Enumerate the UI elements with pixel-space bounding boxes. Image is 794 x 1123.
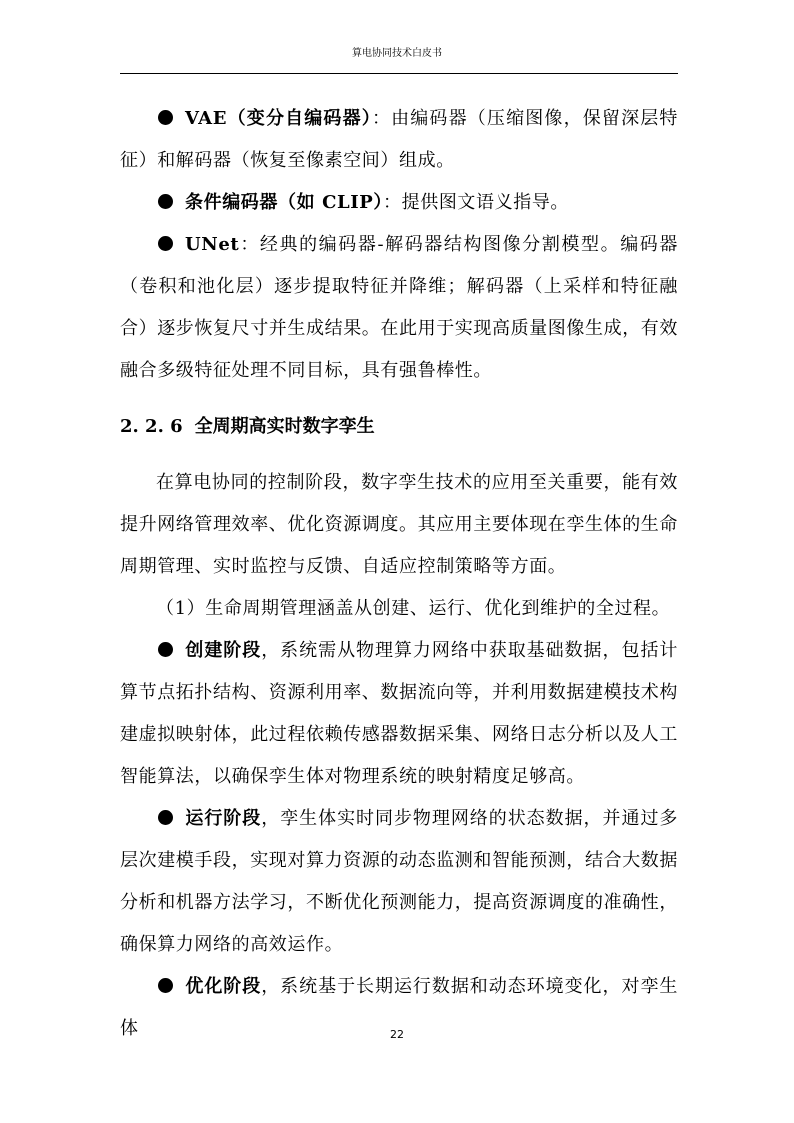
bullet-dot-icon (158, 810, 173, 825)
page-content (120, 98, 678, 1050)
section-title: 全周期高实时数字孪生 (194, 416, 375, 437)
cond-term: 条件编码器（如 CLIP） (185, 192, 384, 213)
header-title: 算电协同技术白皮书 (352, 48, 442, 59)
vae-text: ：由编码器（压缩图像，保留深层特征）和解码器（恢复至像素空间）组成。 (120, 108, 678, 171)
cond-text: ：提供图文语义指导。 (383, 192, 570, 213)
section-number: 2. 2. 6 (120, 416, 183, 437)
page-header (0, 47, 794, 61)
intro-paragraph: 在算电协同的控制阶段，数字孪生技术的应用至关重要，能有效提升网络管理效率、优化资源调度。其应用主要体现在孪生体的生命周期管理、实时监控与反馈、自适应控制策略等方面。 (120, 472, 678, 577)
opt-term: 优化阶段 (185, 976, 262, 997)
section-heading (120, 406, 678, 448)
bullet-dot-icon (158, 978, 173, 993)
bullet-create-stage (120, 630, 678, 798)
vae-term: VAE（变分自编码器） (185, 108, 372, 129)
run-term: 运行阶段 (185, 808, 262, 829)
bullet-dot-icon (158, 236, 173, 251)
bullet-vae (120, 98, 678, 182)
unet-term: UNet (185, 234, 240, 255)
lifecycle-paragraph: （1）生命周期管理涵盖从创建、运行、优化到维护的全过程。 (156, 598, 671, 619)
page-number: 22 (390, 1028, 404, 1041)
bullet-dot-icon (158, 110, 173, 125)
create-text: ，系统需从物理算力网络中获取基础数据，包括计算节点拓扑结构、资源利用率、数据流向等，并利用数据建模技术构建虚拟映射体，此过程依赖传感器数据采集、网络日志分析以及人工智能算法，以确保孪生体对物理系统的映射精度足够高。 (120, 640, 679, 787)
bullet-dot-icon (158, 194, 173, 209)
header-rule (120, 73, 678, 74)
bullet-conditional-encoder (120, 182, 678, 224)
bullet-run-stage (120, 798, 678, 966)
unet-text: ：经典的编码器-解码器结构图像分割模型。编码器（卷积和池化层）逐步提取特征并降维；解码器（上采样和特征融合）逐步恢复尺寸并生成结果。在此用于实现高质量图像生成，有效融合多级特征处理不同目标，具有强鲁棒性。 (120, 234, 678, 381)
run-text: ，孪生体实时同步物理网络的状态数据，并通过多层次建模手段，实现对算力资源的动态监测和智能预测，结合大数据分析和机器方法学习，不断优化预测能力，提高资源调度的准确性，确保算力网络的高效运作。 (120, 808, 679, 955)
create-term: 创建阶段 (185, 640, 262, 661)
opt-text: ，系统基于长期运行数据和动态环境变化，对孪生体 (120, 976, 679, 1039)
bullet-dot-icon (158, 642, 173, 657)
bullet-unet (120, 224, 678, 392)
